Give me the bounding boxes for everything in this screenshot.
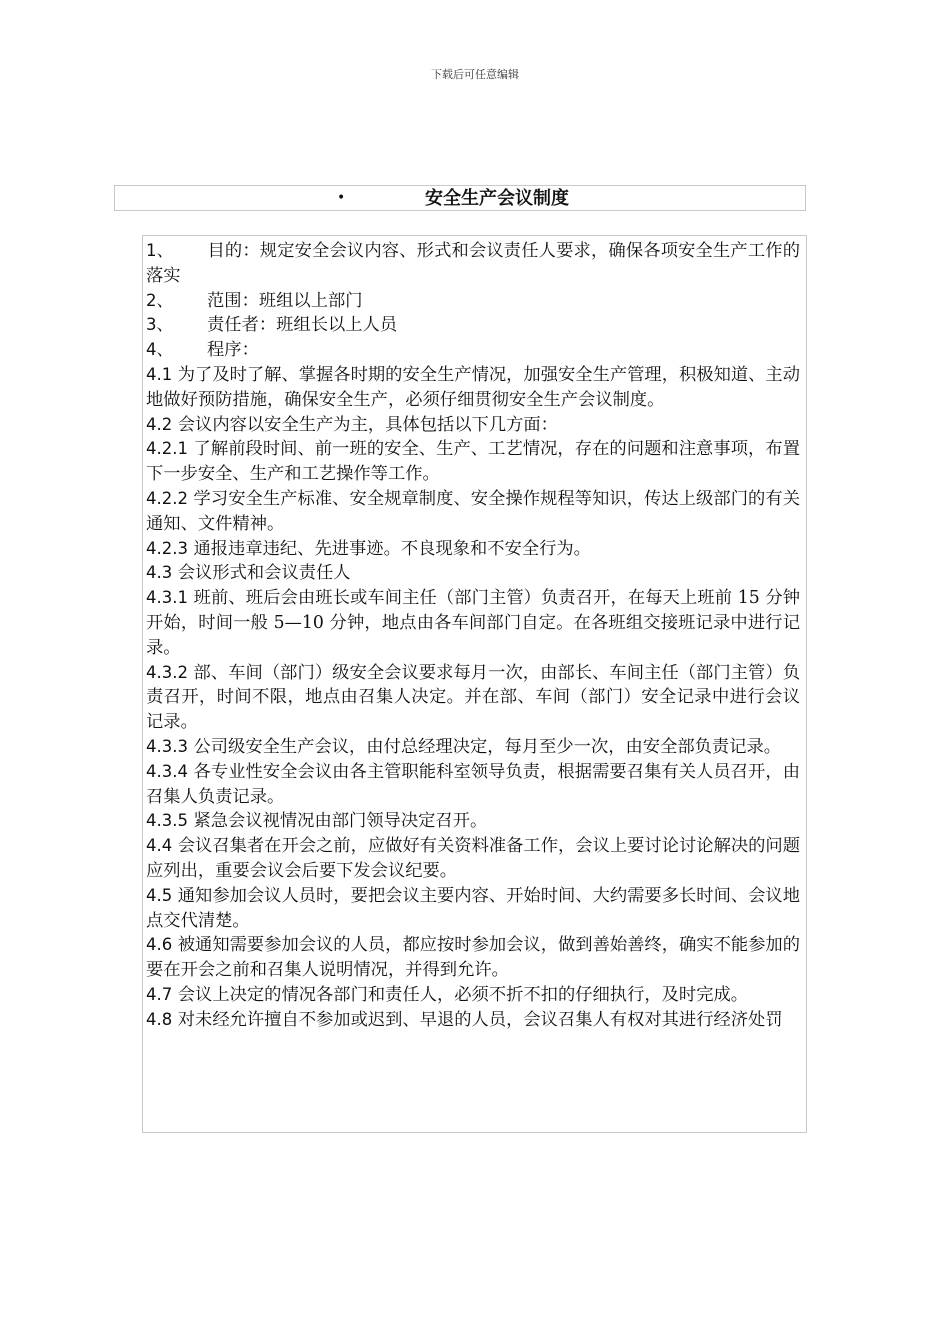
list-item	[146, 313, 800, 338]
list-item	[146, 586, 800, 660]
item-text: 紧急会议视情况由部门领导决定召开。	[193, 811, 488, 832]
list-item	[146, 884, 800, 934]
item-number: 3、	[146, 315, 173, 335]
list-item	[146, 1008, 800, 1033]
list-item	[146, 834, 800, 884]
item-number: 4.3.4	[146, 761, 188, 781]
item-number: 4.2.3	[146, 538, 188, 558]
list-item	[146, 561, 800, 586]
item-text: 学习安全生产标准、安全规章制度、安全操作规程等知识，传达上级部门的有关通知、文件精神。	[146, 488, 800, 534]
list-item	[146, 239, 800, 289]
list-item	[146, 537, 800, 562]
item-text: 为了及时了解、掌握各时期的安全生产情况，加强安全生产管理，积极知道、主动地做好预防措施，确保安全生产，必须仔细贯彻安全生产会议制度。	[146, 364, 800, 410]
title-bullet: •	[337, 190, 346, 206]
item-text: 公司级安全生产会议，由付总经理决定，每月至少一次，由安全部负责记录。	[193, 736, 782, 757]
document-title: 安全生产会议制度	[425, 188, 569, 209]
item-number: 4.7	[146, 984, 173, 1004]
list-item	[146, 363, 800, 413]
item-number: 4.4	[146, 836, 173, 856]
item-text: 了解前段时间、前一班的安全、生产、工艺情况，存在的问题和注意事项，布置下一步安全、生产和工艺操作等工作。	[146, 439, 800, 485]
item-text: 班前、班后会由班长或车间主任（部门主管）负责召开，在每天上班前 15 分钟开始，时间一般 5—10 分钟，地点由各车间部门自定。在各班组交接班记录中进行记录。	[146, 588, 800, 658]
title-box	[114, 185, 806, 211]
item-text: 会议形式和会议责任人	[177, 563, 351, 584]
item-text: 对未经允许擅自不参加或迟到、早退的人员，会议召集人有权对其进行经济处罚	[177, 1009, 783, 1030]
item-number: 4.2.2	[146, 488, 188, 508]
item-number: 2、	[146, 290, 173, 310]
list-item	[146, 933, 800, 983]
item-number: 4.3.1	[146, 588, 188, 608]
list-item	[146, 413, 800, 438]
content-box	[142, 235, 807, 1133]
item-text: 会议上决定的情况各部门和责任人，必须不折不扣的仔细执行，及时完成。	[177, 984, 749, 1005]
item-text: 通知参加会议人员时，要把会议主要内容、开始时间、大约需要多长时间、会议地点交代清楚。	[146, 885, 800, 931]
item-number: 4、	[146, 340, 173, 360]
list-item	[146, 338, 800, 363]
list-item	[146, 760, 800, 810]
item-number: 4.6	[146, 935, 173, 955]
item-number: 4.5	[146, 885, 173, 905]
item-text: 会议内容以安全生产为主，具体包括以下几方面：	[177, 414, 558, 435]
list-item	[146, 289, 800, 314]
item-number: 4.3.2	[146, 662, 188, 682]
item-text: 责任者：班组长以上人员	[207, 315, 398, 336]
list-item	[146, 983, 800, 1008]
item-text: 会议召集者在开会之前，应做好有关资料准备工作，会议上要讨论讨论解决的问题应列出，重要会议会后要下发会议纪要。	[146, 836, 800, 881]
list-item	[146, 437, 800, 487]
item-number: 4.2.1	[146, 439, 188, 459]
item-number: 4.2	[146, 414, 173, 434]
item-number: 1、	[146, 241, 174, 260]
header-note: 下载后可任意编辑	[431, 68, 519, 81]
item-text: 部、车间（部门）级安全会议要求每月一次，由部长、车间主任（部门主管）负责召开，时间不限，地点由召集人决定。并在部、车间（部门）安全记录中进行会议记录。	[146, 662, 800, 733]
item-text: 范围：班组以上部门	[207, 290, 363, 311]
item-text: 目的：规定安全会议内容、形式和会议责任人要求，确保各项安全生产工作的落实	[146, 241, 800, 286]
list-item	[146, 487, 800, 537]
list-item	[146, 735, 800, 760]
list-item	[146, 661, 800, 735]
item-text: 被通知需要参加会议的人员，都应按时参加会议，做到善始善终，确实不能参加的要在开会之前和召集人说明情况，并得到允许。	[146, 935, 800, 981]
item-text: 各专业性安全会议由各主管职能科室领导负责，根据需要召集有关人员召开，由召集人负责记录。	[146, 761, 800, 807]
item-number: 4.3.3	[146, 736, 188, 756]
item-number: 4.1	[146, 364, 173, 384]
list-item	[146, 809, 800, 834]
item-number: 4.3	[146, 563, 173, 583]
item-text: 通报违章违纪、先进事迹。不良现象和不安全行为。	[193, 538, 591, 559]
item-number: 4.3.5	[146, 811, 188, 831]
item-text: 程序：	[207, 340, 259, 361]
item-number: 4.8	[146, 1009, 173, 1029]
